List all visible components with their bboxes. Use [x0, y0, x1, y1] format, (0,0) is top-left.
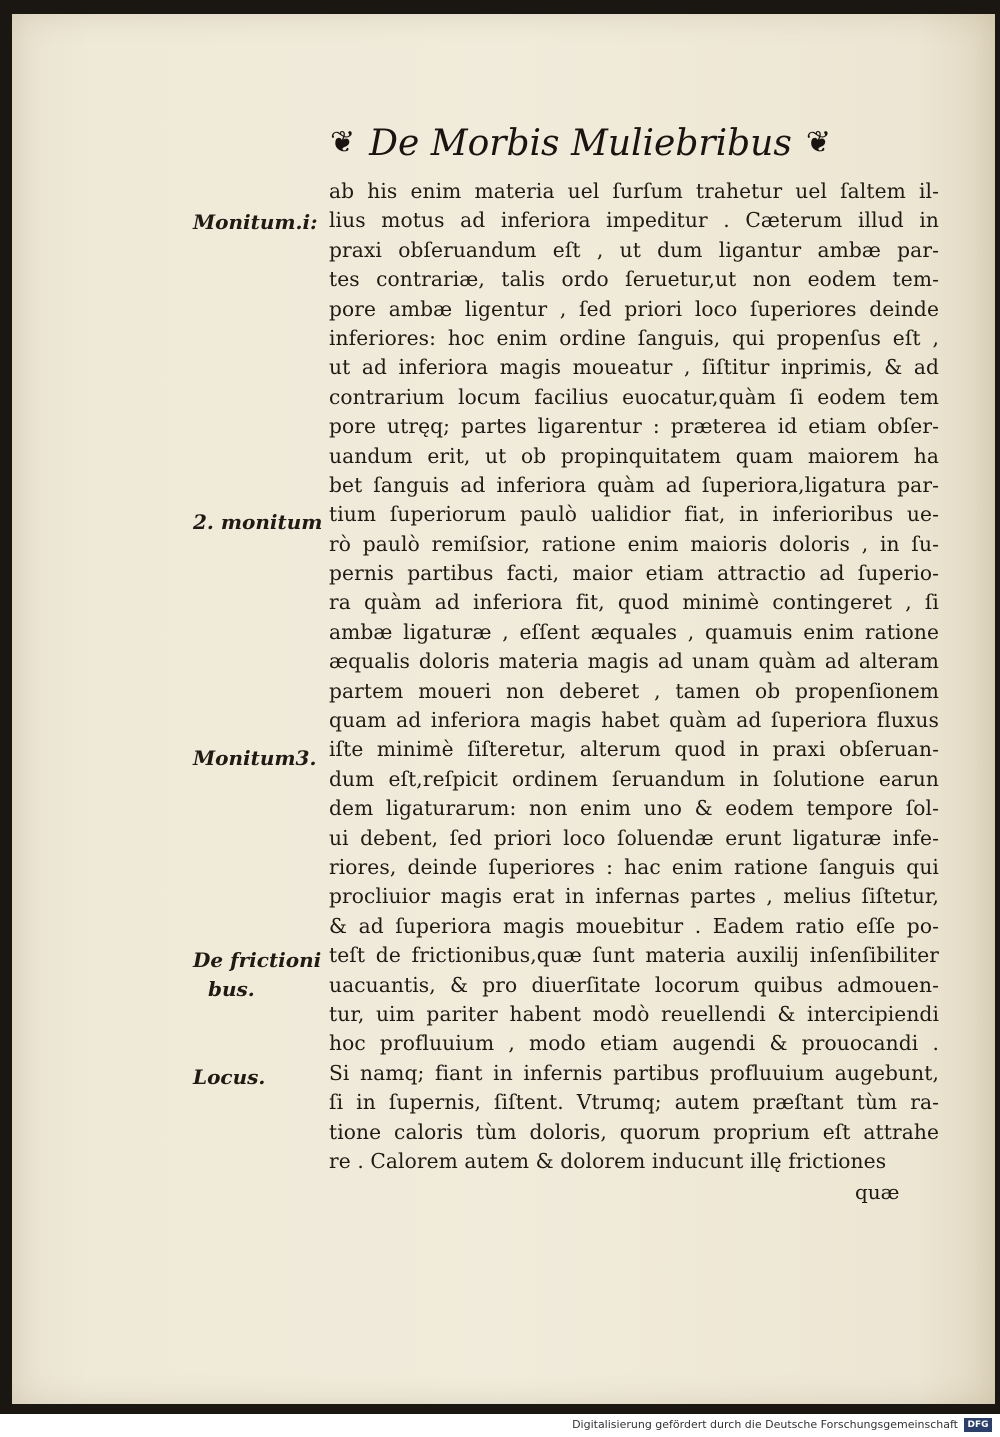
- text-line: ſi in ſupernis, ſiſtent. Vtrumq; autem præſtant tùm ra-: [329, 1090, 939, 1115]
- text-line: ut ad inferiora magis moueatur , ſiſtitur inprimis, & ad: [329, 355, 939, 380]
- margin-note-locus: Locus.: [193, 1065, 266, 1089]
- dfg-logo-icon: DFG: [964, 1418, 992, 1432]
- margin-note-de-frictionibus: De frictioni: [193, 948, 322, 972]
- margin-note-monitum-2: 2. monitum: [193, 510, 323, 534]
- text-line: & ad ſuperiora magis mouebitur . Eadem ratio eſſe po-: [329, 913, 939, 938]
- text-line: uacuantis, & pro diuerſitate locorum quibus admouen-: [329, 972, 939, 997]
- text-line: iſte minimè ſiſteretur, alterum quod in praxi obſeruan-: [329, 737, 939, 762]
- body-text: [329, 177, 939, 1176]
- text-line: inferiores: hoc enim ordine ſanguis, qui propenſus eſt ,: [329, 325, 939, 350]
- text-line: ui debent, ſed priori loco ſoluendæ erunt ligaturæ infe-: [329, 825, 939, 850]
- footer-credit: Digitalisierung gefördert durch die Deutsche Forschungsgemeinschaft: [572, 1418, 958, 1431]
- margin-note-monitum-3: Monitum3.: [193, 746, 317, 770]
- text-line: partem moueri non deberet , tamen ob propenſionem: [329, 678, 939, 703]
- margin-note-monitum-1: Monitum.i:: [193, 210, 318, 234]
- text-line: dum eſt,reſpicit ordinem ſeruandum in ſolutione earun: [329, 766, 939, 791]
- text-line: riores, deinde ſuperiores : hac enim ratione ſanguis qui: [329, 854, 939, 879]
- text-line: procliuior magis erat in infernas partes , melius ſiſtetur,: [329, 884, 939, 909]
- digitization-footer: [0, 1414, 1000, 1437]
- text-line: æqualis doloris materia magis ad unam quàm ad alteram: [329, 649, 939, 674]
- text-line: bet ſanguis ad inferiora quàm ad ſuperiora,ligatura par-: [329, 472, 939, 497]
- text-line: uandum erit, ut ob propinquitatem quam maiorem ha: [329, 443, 939, 468]
- text-line: hoc profluuium , modo etiam augendi & prouocandi .: [329, 1031, 939, 1056]
- text-line: praxi obſeruandum eſt , ut dum ligantur ambæ par-: [329, 237, 939, 262]
- fleuron-left-icon: ❦: [330, 125, 356, 160]
- text-line: tes contrariæ, talis ordo ſeruetur,ut non eodem tem-: [329, 267, 939, 292]
- text-line: pore utręq; partes ligarentur : præterea id etiam obſer-: [329, 414, 939, 439]
- text-line: rò paulò remiſsior, ratione enim maioris doloris , in ſu-: [329, 531, 939, 556]
- catchword: quæ: [855, 1180, 900, 1204]
- text-line: quam ad inferiora magis habet quàm ad ſuperiora fluxus: [329, 708, 939, 733]
- text-line: contrarium locum facilius euocatur,quàm ſi eodem tem: [329, 384, 939, 409]
- text-line: dem ligaturarum: non enim uno & eodem tempore ſol-: [329, 796, 939, 821]
- text-line: re . Calorem autem & dolorem inducunt illę frictiones: [329, 1148, 887, 1173]
- running-head: [330, 118, 850, 168]
- text-line: lius motus ad inferiora impeditur . Cæterum illud in: [329, 208, 939, 233]
- text-line: tium ſuperiorum paulò ualidior fiat, in inferioribus ue-: [329, 502, 939, 527]
- text-line: pore ambæ ligentur , ſed priori loco ſuperiores deinde: [329, 296, 939, 321]
- fleuron-right-icon: ❦: [805, 125, 831, 160]
- text-line: Si namq; fiant in infernis partibus profluuium augebunt,: [329, 1060, 939, 1085]
- text-line: tur, uim pariter habent modò reuellendi & intercipiendi: [329, 1001, 939, 1026]
- page-title: De Morbis Muliebribus: [369, 122, 792, 164]
- text-line: ab his enim materia uel ſurſum trahetur uel ſaltem il-: [329, 179, 939, 203]
- text-line: ambæ ligaturæ , eſſent æquales , quamuis enim ratione: [329, 619, 939, 644]
- text-line: tione caloris tùm doloris, quorum proprium eſt attrahe: [329, 1119, 939, 1144]
- text-line: ra quàm ad inferiora fit, quod minimè contingeret , ſi: [329, 590, 939, 615]
- margin-note-de-frictionibus-cont: bus.: [208, 977, 255, 1001]
- text-line: teſt de frictionibus,quæ ſunt materia auxilij inſenſibiliter: [329, 943, 939, 968]
- text-line: pernis partibus facti, maior etiam attractio ad ſuperio-: [329, 561, 939, 586]
